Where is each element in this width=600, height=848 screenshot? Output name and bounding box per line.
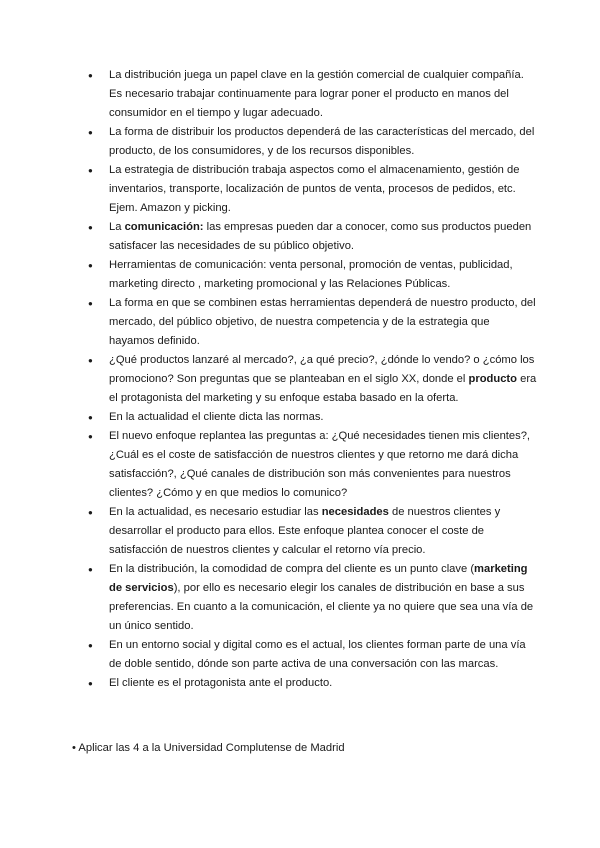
bold-term: producto <box>468 373 517 385</box>
footer-note: • Aplicar las 4 a la Universidad Complutense de Madrid <box>72 742 345 754</box>
list-item: ● La forma en que se combinen estas herramientas dependerá de nuestro producto, del mercado, del público objetivo, de nuestra competencia y de la estrategia que hayamos definido. <box>88 294 538 351</box>
list-item: ● La distribución juega un papel clave en la gestión comercial de cualquier compañía. Es necesario trabajar continuamente para lograr poner el producto en manos del consumidor en el tiempo y lugar adecuado. <box>88 66 538 123</box>
list-item: ● La comunicación: las empresas pueden dar a conocer, como sus productos pueden satisfacer las necesidades de su público objetivo. <box>88 218 538 256</box>
bold-term: marketing de servicios <box>109 563 528 594</box>
bold-term: comunicación: <box>124 221 204 233</box>
list-item: ● La forma de distribuir los productos dependerá de las características del mercado, del producto, de los consumidores, y de los recursos disponibles. <box>88 123 538 161</box>
list-item: ● Herramientas de comunicación: venta personal, promoción de ventas, publicidad, marketing directo , marketing promocional y las Relaciones Públicas. <box>88 256 538 294</box>
bold-term: necesidades <box>321 506 389 518</box>
list-item: ● En un entorno social y digital como es el actual, los clientes forman parte de una vía de doble sentido, dónde son parte activa de una conversación con las marcas. <box>88 636 538 674</box>
list-item: ● La estrategia de distribución trabaja aspectos como el almacenamiento, gestión de inventarios, transporte, localización de puntos de venta, procesos de pedidos, etc. Ejem. Amazon y picking. <box>88 161 538 218</box>
list-item: ● En la distribución, la comodidad de compra del cliente es un punto clave (marketing de servicios), por ello es necesario elegir los canales de distribución en base a sus preferencias. En cuanto a la comunicación, el cliente ya no quiere que sea una vía de un único sentido. <box>88 560 538 636</box>
list-item: ● El cliente es el protagonista ante el producto. <box>88 674 538 693</box>
list-item: ● En la actualidad el cliente dicta las normas. <box>88 408 538 427</box>
list-item: ● El nuevo enfoque replantea las preguntas a: ¿Qué necesidades tienen mis clientes?, ¿Cuál es el coste de satisfacción de nuestros clientes y que retorno me dará dicha satisfacción?, ¿Qué canales de distribución son más convenientes para nuestros clientes? ¿Cómo y en que medios lo comunico? <box>88 427 538 503</box>
bullet-list <box>88 66 538 693</box>
list-item: ● ¿Qué productos lanzaré al mercado?, ¿a qué precio?, ¿dónde lo vendo? o ¿cómo los promociono? Son preguntas que se planteaban en el siglo XX, donde el producto era el protagonista del marketing y su enfoque estaba basado en la oferta. <box>88 351 538 408</box>
list-item: ● En la actualidad, es necesario estudiar las necesidades de nuestros clientes y desarrollar el producto para ellos. Este enfoque plantea conocer el coste de satisfacción de nuestros clientes y calcular el retorno vía precio. <box>88 503 538 560</box>
